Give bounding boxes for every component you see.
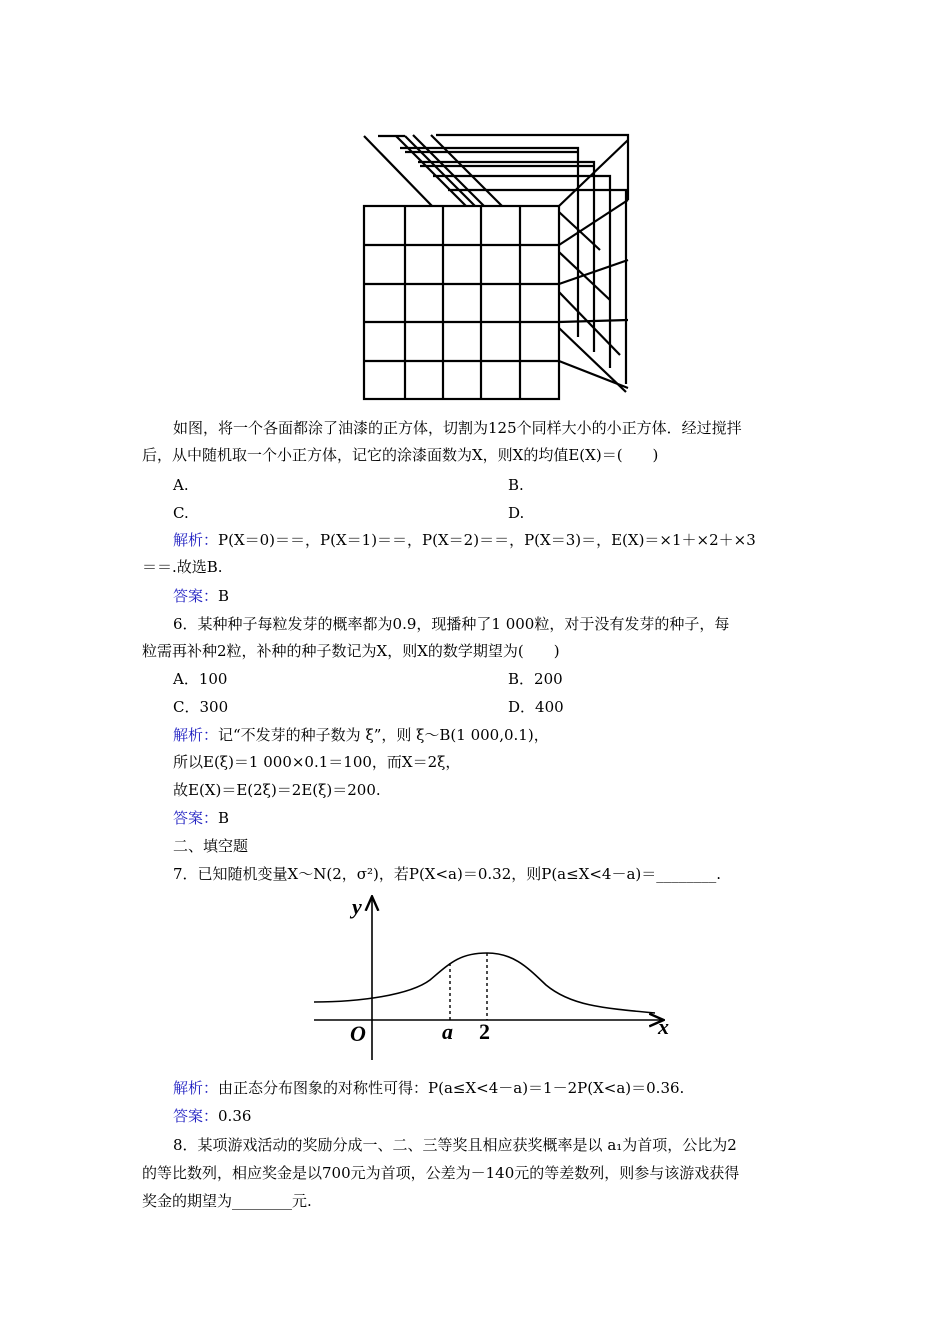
q8-stem-2: 的等比数列，相应奖金是以700元为首项，公差为－140元的等差数列，则参与该游戏获得 [142, 1164, 740, 1182]
q5-answer-value: B [218, 587, 230, 605]
q6-analysis-3: 故E(X)＝E(2ξ)＝2E(ξ)＝200. [173, 781, 381, 799]
q8-stem-1: 8．某项游戏活动的奖励分成一、二、三等奖且相应获奖概率是以 a₁为首项，公比为2 [173, 1136, 737, 1154]
q5-option-d: D. [508, 504, 525, 522]
q5-analysis-text: P(X＝0)＝＝，P(X＝1)＝＝，P(X＝2)＝＝，P(X＝3)＝，E(X)＝×1＋×2＋×3 [218, 531, 756, 549]
q6-analysis-text: 记“不发芽的种子数为 ξ”，则 ξ～B(1 000,0.1)， [218, 726, 549, 744]
answer-label: 答案： [173, 809, 219, 827]
q8-stem-3: 奖金的期望为________元. [142, 1192, 312, 1210]
q7-answer [173, 1106, 251, 1126]
q6-option-c: C．300 [173, 698, 229, 716]
q5-option-a: A. [173, 476, 189, 494]
q5-stem-2: 后，从中随机取一个小正方体，记它的涂漆面数为X，则X的均值E(X)＝( ) [142, 446, 659, 464]
q7-stem: 7．已知随机变量X～N(2，σ²)，若P(X<a)＝0.32，则P(a≤X<4－a)＝________. [173, 865, 722, 883]
origin-label: O [350, 1021, 366, 1046]
q6-option-b: B．200 [508, 670, 563, 688]
q6-analysis [173, 725, 549, 745]
q6-option-a: A．100 [173, 670, 228, 688]
answer-label: 答案： [173, 1107, 219, 1125]
q7-analysis [173, 1078, 684, 1098]
q5-answer [173, 586, 229, 606]
answer-label: 答案： [173, 587, 219, 605]
y-axis-label: y [352, 894, 362, 919]
q5-analysis [173, 530, 756, 550]
normal-distribution-graph [300, 890, 690, 1065]
x-axis-label: x [658, 1014, 669, 1039]
q5-option-c: C. [173, 504, 189, 522]
a-label: a [442, 1019, 453, 1044]
q7-answer-value: 0.36 [218, 1107, 252, 1125]
q6-stem-2: 粒需再补种2粒，补种的种子数记为X，则X的数学期望为( ) [142, 642, 560, 660]
q6-answer [173, 808, 229, 828]
analysis-label: 解析： [173, 726, 219, 744]
normal-curve [314, 953, 655, 1013]
q7-analysis-text: 由正态分布图象的对称性可得：P(a≤X<4－a)＝1－2P(X<a)＝0.36. [218, 1079, 685, 1097]
analysis-label: 解析： [173, 1079, 219, 1097]
q6-option-d: D．400 [508, 698, 564, 716]
q5-stem-1: 如图，将一个各面都涂了油漆的正方体，切割为125个同样大小的小正方体．经过搅拌 [173, 419, 742, 437]
q6-answer-value: B [218, 809, 230, 827]
section-heading: 二、填空题 [173, 837, 249, 855]
q5-analysis-2: ＝＝.故选B. [142, 558, 223, 576]
q6-stem-1: 6．某种种子每粒发芽的概率都为0.9，现播种了1 000粒，对于没有发芽的种子，每 [173, 615, 730, 633]
mu-label: 2 [479, 1019, 490, 1044]
q5-option-b: B. [508, 476, 524, 494]
analysis-label: 解析： [173, 531, 219, 549]
q6-analysis-2: 所以E(ξ)＝1 000×0.1＝100，而X＝2ξ， [173, 753, 461, 771]
